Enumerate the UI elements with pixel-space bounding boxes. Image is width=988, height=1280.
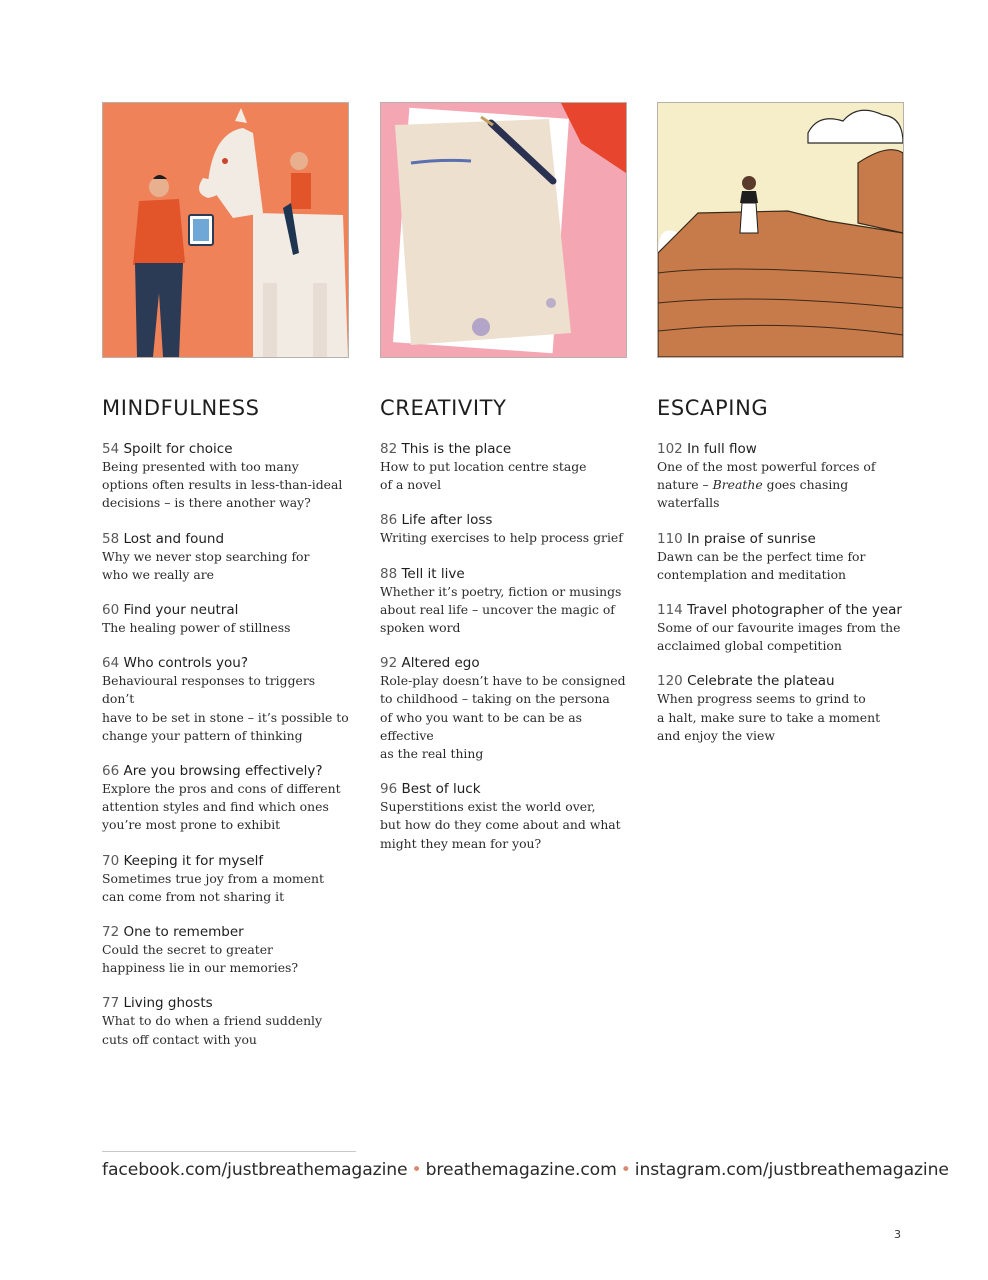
- page-number-ref: 120: [657, 673, 683, 690]
- article-heading: [657, 672, 904, 690]
- article-heading: [102, 994, 349, 1012]
- list-item[interactable]: [102, 994, 349, 1048]
- column-mindfulness: [102, 102, 349, 1066]
- page-number-ref: 86: [380, 512, 398, 529]
- article-desc: How to put location centre stage of a novel: [380, 459, 587, 493]
- article-heading: [657, 530, 904, 548]
- mindfulness-article-list: [102, 440, 349, 1049]
- article-desc: Behavioural responses to triggers don’t have to be set in stone – it’s possible to change your pattern of thinking: [102, 673, 349, 743]
- article-desc: Being presented with too many options often results in less-than-ideal decisions – is there another way?: [102, 459, 343, 511]
- page-number-ref: 64: [102, 655, 120, 672]
- article-desc: Role-play doesn’t have to be consigned to childhood – taking on the persona of who you want to be can be as effective as the real thing: [380, 673, 626, 762]
- article-desc: Dawn can be the perfect time for contemplation and meditation: [657, 548, 866, 582]
- page-number-ref: 110: [657, 530, 683, 547]
- article-heading: [102, 923, 349, 941]
- page-number-ref: 70: [102, 852, 120, 869]
- list-item[interactable]: [380, 440, 627, 494]
- article-heading: [380, 780, 627, 798]
- section-title-creativity: CREATIVITY: [380, 396, 507, 420]
- list-item[interactable]: [657, 530, 904, 584]
- page-number-ref: 114: [657, 602, 683, 619]
- list-item[interactable]: [102, 852, 349, 906]
- article-title: In full flow: [687, 441, 757, 457]
- list-item[interactable]: [380, 654, 627, 763]
- page-number-ref: 88: [380, 565, 398, 582]
- article-title: Lost and found: [123, 530, 225, 547]
- article-title: Life after loss: [401, 512, 493, 529]
- article-title: Living ghosts: [123, 995, 213, 1012]
- article-heading: [380, 565, 627, 583]
- article-title: Altered ego: [401, 655, 480, 672]
- page-number-ref: 54: [102, 441, 120, 457]
- list-item[interactable]: [657, 672, 904, 745]
- list-item[interactable]: [102, 654, 349, 745]
- article-title: This is the place: [401, 441, 512, 457]
- section-title-escaping: ESCAPING: [657, 396, 769, 420]
- list-item[interactable]: [657, 440, 904, 513]
- list-item[interactable]: [657, 601, 904, 655]
- page-number-ref: 96: [380, 781, 398, 798]
- mindfulness-illustration: [102, 102, 349, 358]
- article-title: Are you browsing effectively?: [123, 763, 323, 780]
- section-title-mindfulness: MINDFULNESS: [102, 396, 260, 420]
- page-number-ref: 72: [102, 924, 120, 941]
- facebook-link[interactable]: facebook.com/justbreathemagazine: [102, 1160, 408, 1180]
- article-desc-pre: One of the most powerful forces of nature –: [657, 459, 876, 493]
- article-desc: What to do when a friend suddenly cuts off contact with you: [102, 1013, 323, 1047]
- article-desc: Explore the pros and cons of different attention styles and find which ones you’re most prone to exhibit: [102, 781, 341, 833]
- article-heading: [102, 530, 349, 548]
- article-title: Celebrate the plateau: [687, 673, 835, 690]
- list-item[interactable]: [102, 762, 349, 835]
- separator-dot: •: [411, 1160, 422, 1180]
- page-number-ref: 60: [102, 602, 120, 619]
- article-title: Keeping it for myself: [123, 852, 264, 869]
- list-item[interactable]: [102, 601, 349, 637]
- article-title: Tell it live: [401, 565, 465, 582]
- list-item[interactable]: [380, 511, 627, 547]
- page-number-ref: 82: [380, 441, 398, 457]
- article-desc-em: Breathe: [712, 477, 763, 493]
- list-item[interactable]: [380, 780, 627, 853]
- list-item[interactable]: [102, 440, 349, 513]
- article-title: In praise of sunrise: [687, 530, 816, 547]
- footer-divider: [102, 1151, 356, 1152]
- article-heading: [657, 440, 904, 458]
- article-desc: Writing exercises to help process grief: [380, 530, 623, 546]
- article-desc: Why we never stop searching for who we really are: [102, 548, 310, 582]
- article-desc: Superstitions exist the world over, but how do they come about and what might they mean for you?: [380, 799, 621, 851]
- website-link[interactable]: breathemagazine.com: [425, 1160, 617, 1180]
- page-number-ref: 92: [380, 655, 398, 672]
- escaping-article-list: [657, 440, 904, 745]
- column-escaping: [657, 102, 904, 762]
- article-heading: [380, 511, 627, 529]
- article-desc: Sometimes true joy from a moment can come from not sharing it: [102, 870, 324, 904]
- article-title: Who controls you?: [123, 655, 249, 672]
- article-heading: [657, 601, 904, 619]
- list-item[interactable]: [102, 923, 349, 977]
- article-desc: Could the secret to greater happiness lie in our memories?: [102, 942, 299, 976]
- article-desc: The healing power of stillness: [102, 620, 291, 636]
- page-number: 3: [894, 1228, 901, 1241]
- escaping-illustration: [657, 102, 904, 358]
- separator-dot: •: [620, 1160, 631, 1180]
- article-desc: [657, 458, 904, 513]
- creativity-illustration: [380, 102, 627, 358]
- article-title: Best of luck: [401, 781, 481, 798]
- article-title: One to remember: [123, 924, 244, 941]
- article-title: Spoilt for choice: [123, 441, 233, 457]
- article-heading: [380, 654, 627, 672]
- plateau-image: [658, 103, 903, 357]
- article-desc: Whether it’s poetry, fiction or musings about real life – uncover the magic of spoken word: [380, 583, 622, 636]
- page-number-ref: 58: [102, 530, 120, 547]
- article-title: Find your neutral: [123, 602, 239, 619]
- column-creativity: [380, 102, 627, 870]
- page-number-ref: 66: [102, 763, 120, 780]
- list-item[interactable]: [102, 530, 349, 584]
- article-heading: [102, 852, 349, 870]
- article-heading: [102, 654, 349, 672]
- article-heading: [102, 762, 349, 780]
- man-and-horse-image: [103, 103, 348, 357]
- footer-links: [102, 1160, 949, 1180]
- article-heading: [380, 440, 627, 458]
- list-item[interactable]: [380, 565, 627, 638]
- article-heading: [102, 601, 349, 619]
- page-number-ref: 102: [657, 441, 683, 457]
- article-title: Travel photographer of the year: [687, 602, 902, 619]
- article-desc: When progress seems to grind to a halt, make sure to take a moment and enjoy the view: [657, 691, 881, 743]
- instagram-link[interactable]: instagram.com/justbreathemagazine: [634, 1160, 949, 1180]
- creativity-article-list: [380, 440, 627, 853]
- article-desc: Some of our favourite images from the acclaimed global competition: [657, 620, 901, 654]
- page-number-ref: 77: [102, 995, 120, 1012]
- article-heading: [102, 440, 349, 458]
- article-desc-post: goes chasing waterfalls: [657, 477, 849, 511]
- paper-and-pen-image: [381, 103, 626, 357]
